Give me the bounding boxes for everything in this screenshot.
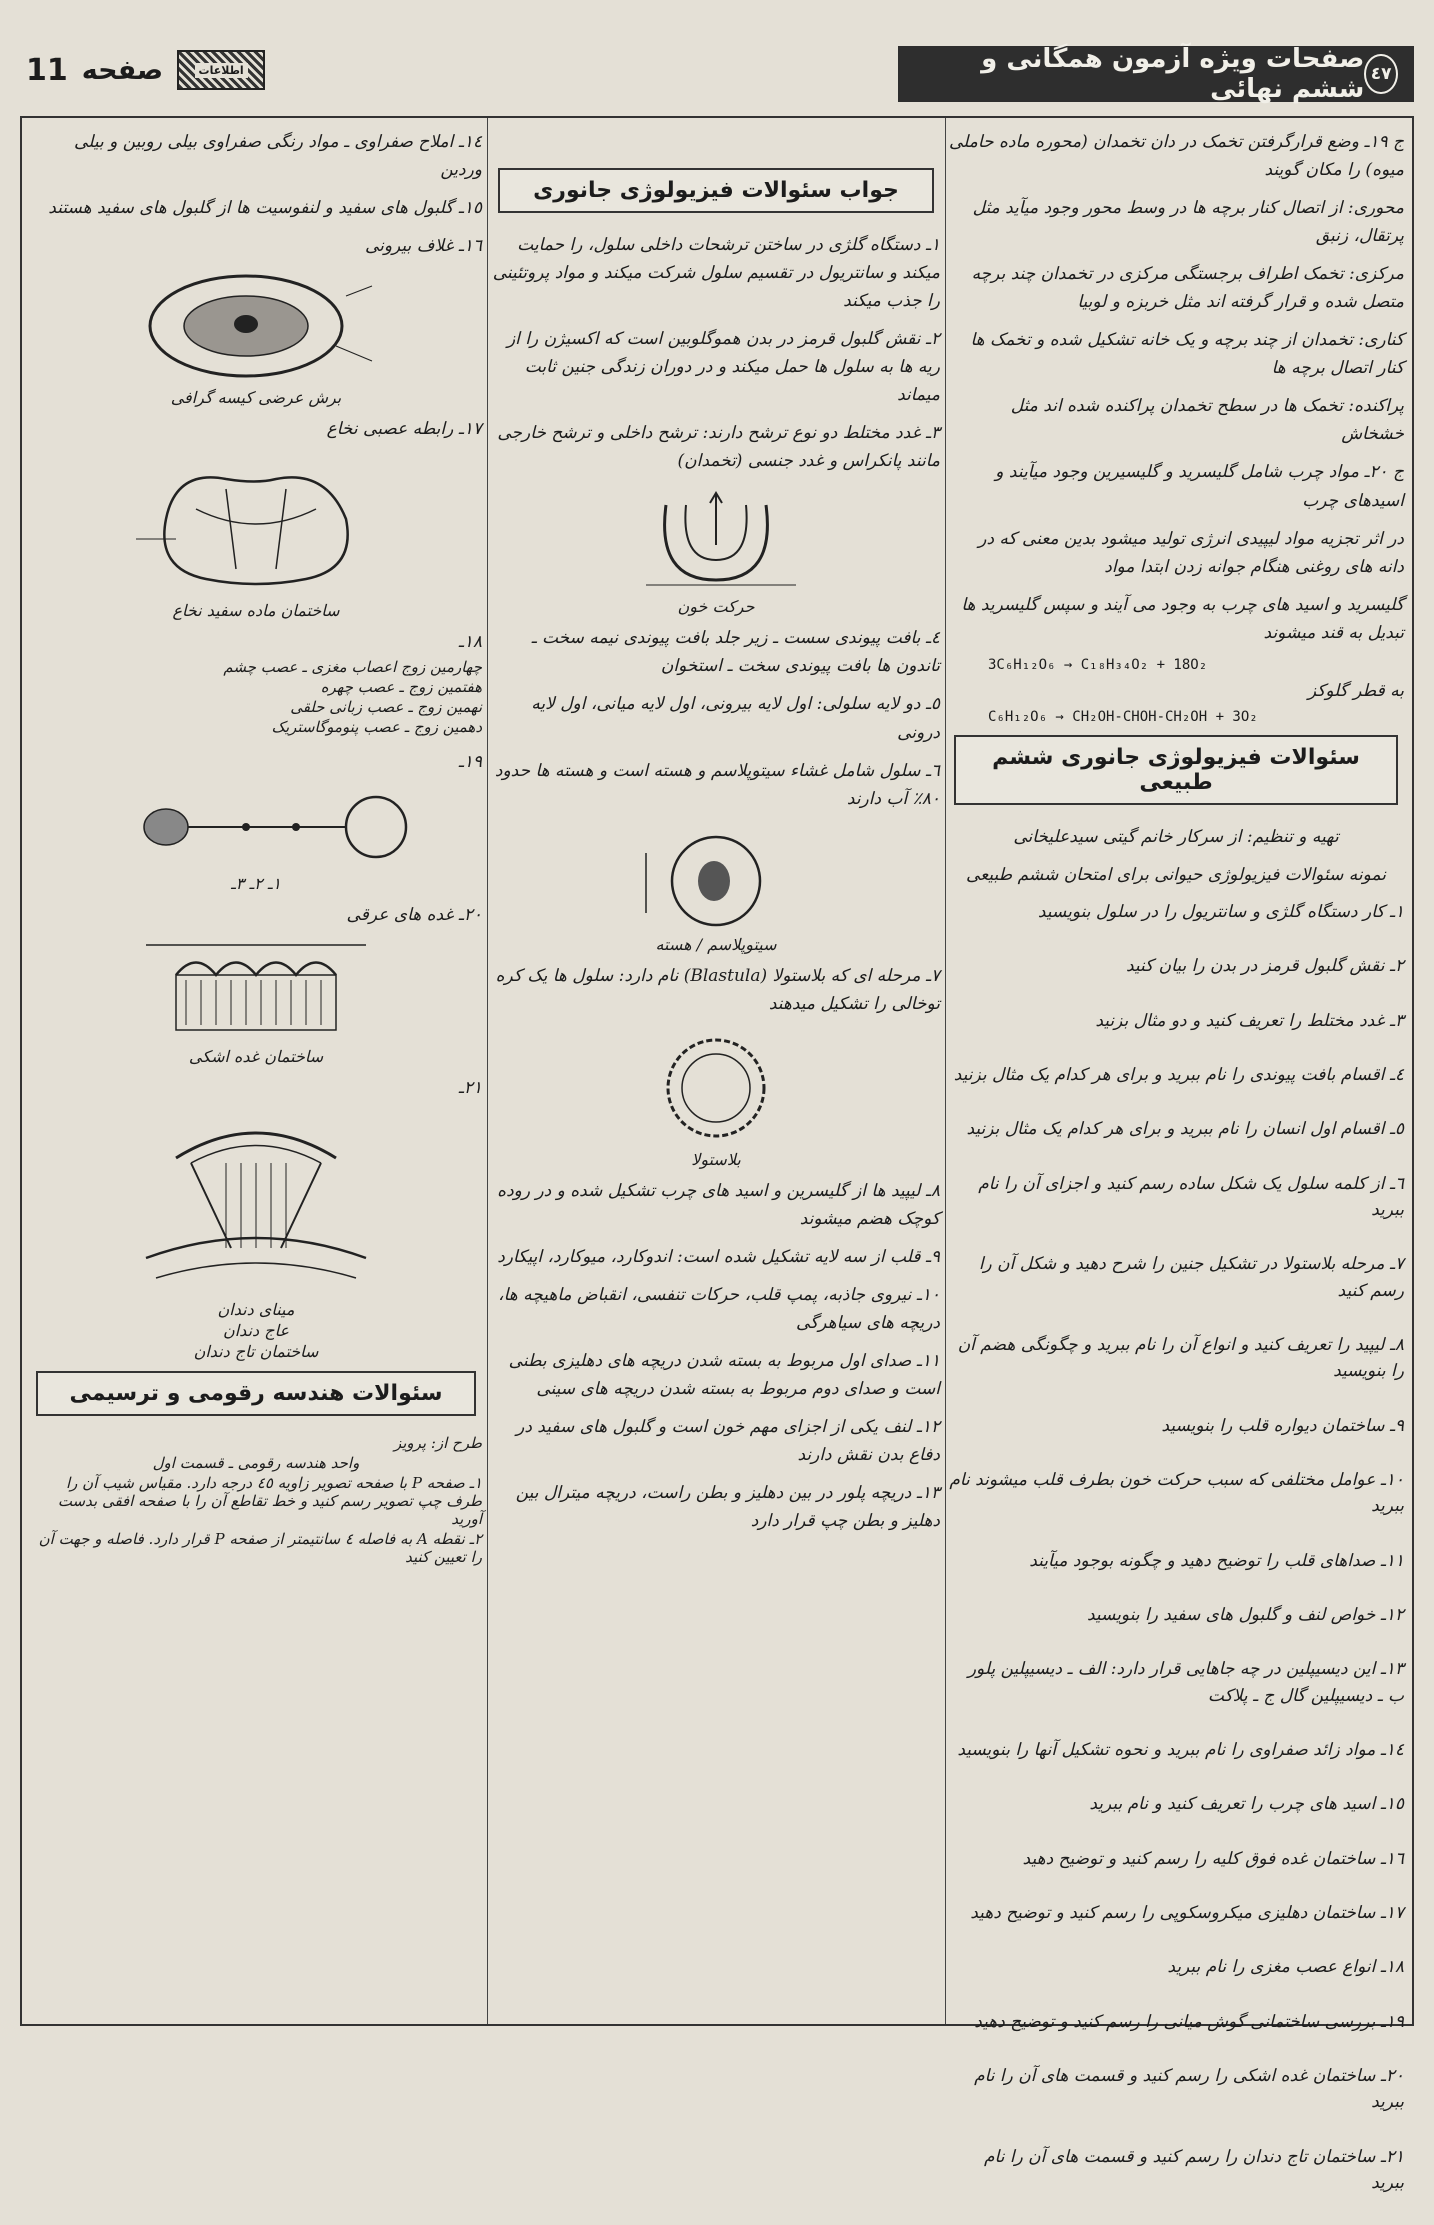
geometry-question-1: ١ـ صفحه P با صفحه تصویر زاویه ٤٥ درجه دارد. مقیاس شیب آن را طرف چپ تصویر رسم کنید و خط تقاطع آن را با صفحه افقی بدست آورید [57,1474,482,1529]
gland-drawing [126,935,386,1045]
neuron-drawing [96,782,416,872]
answer-item: ١٠ـ نیروی جاذبه، پمپ قلب، حرکات تنفسی، انقباض ماهیچه ها، دریچه های سیاهرگی [498,1284,940,1333]
question-item: ١ـ کار دستگاه گلژی و سانتریول را در سلول بنویسید [1037,901,1404,922]
geometry-question-2: ٢ـ نقطه A به فاصله ٤ سانتیمتر از صفحه P قرار دارد. فاصله و جهت آن را تعیین کنید [38,1530,482,1567]
placentation-scattered: پراکنده: تخمک ها در سطح تخمدان پراکنده شده اند مثل خشخاش [1010,396,1404,445]
question-item: ١٨ـ انواع عصب مغزی را نام ببرید [1167,1957,1404,1978]
cranial-nerve-line: دهمین زوج ـ عصب پنوموگاستریک [271,718,482,737]
answer-item: ٥ـ دو لایه سلولی: اول لایه بیرونی، اول لایه میانی، اول لایه درونی [531,694,940,743]
item-20: ٢٠ـ غده های عرقی [346,905,482,926]
chemical-formula-1: 3C₆H₁₂O₆ → C₁₈H₃₄O₂ + 18O₂ [988,656,1208,673]
tooth-label-dentin: عاج دندان [222,1321,289,1341]
question-item: ١٧ـ ساختمان دهلیزی میکروسکوپی را رسم کنید و توضیح دهید [970,1903,1404,1924]
answer-item: ١٣ـ دریچه پلور در بین دهلیز و بطن راست، دریچه میترال بین دهلیز و بطن چپ قرار دارد [515,1483,940,1532]
question-item: ٥ـ اقسام اول انسان را نام ببرید و برای هر کدام یک مثال بزنید [966,1119,1404,1140]
answer-item: ٩ـ قلب از سه لایه تشکیل شده است: اندوکارد، میوکارد، اپیکارد [497,1246,940,1267]
question-item: ١٣ـ این دیسیپلین در چه جاهایی قرار دارد: الف ـ دیسیپلین پلور ب ـ دیسیپلین گال ج ـ پلاکت [967,1659,1404,1706]
answer-item: ١١ـ صدای اول مربوط به بسته شدن دریچه های دهلیزی بطنی است و صدای دوم مربوط به بسته شدن دریچه های سینی [508,1350,940,1400]
column-left [30,128,482,1568]
preface-subtitle: نمونه سئوالات فیزیولوژی حیوانی برای امتحان ششم طبیعی [966,864,1386,885]
blastula-caption: بلاستولا [691,1149,741,1169]
figure-spinal-cord [30,449,482,620]
follicle-drawing [136,266,376,386]
cell-caption: سیتوپلاسم / هسته [655,934,777,954]
tooth-caption: ساختمان تاج دندان [193,1342,319,1362]
figure-blood-vessel [492,485,940,616]
question-item: ١٩ـ بررسی ساختمانی گوش میانی را رسم کنید و توضیح دهید [974,2011,1404,2032]
cranial-nerve-line: چهارمین زوج اعصاب مغزی ـ عصب چشم [223,658,482,677]
figure-neuron [30,782,482,893]
section-title-answers: جواب سئوالات فیزیولوژی جانوری [498,168,934,213]
spinal-cord-drawing [126,449,386,599]
preface-author: تهیه و تنظیم: از سرکار خانم گیتی سیدعلیخانی [1013,826,1339,847]
diagram-item: ١٤ـ املاح صفراوی ـ مواد رنگی صفراوی بیلی روبین و بیلی وردین [74,132,482,181]
tooth-label-enamel: مینای دندان [217,1300,295,1320]
item-17: ١٧ـ رابطه عصبی نخاع [326,419,482,440]
vessel-drawing [626,485,806,595]
newspaper-page [20,36,1414,2194]
answer-item: ٨ـ لیپید ها از گلیسرین و اسید های چرب تشکیل شده و در روده کوچک هضم میشوند [497,1180,940,1229]
figure-follicle [30,266,482,407]
question-item: ١٢ـ خواص لنف و گلبول های سفید را بنویسید [1086,1605,1404,1626]
question-item: ١٠ـ عوامل مختلفی که سبب حرکت خون بطرف قلب میشوند نام ببرید [949,1470,1404,1517]
answer-item: ٧ـ مرحله ای که بلاستولا (Blastula) نام دارد: سلول ها یک کره توخالی را تشکیل میدهند [495,965,940,1014]
cranial-nerve-line: نهمین زوج ـ عصب زبانی حلقی [290,698,482,717]
newspaper-logo [177,50,265,90]
figure-blastula [492,1028,940,1169]
column-middle [492,128,940,1545]
item-19: ١٩ـ [458,752,482,773]
cell-label-nucleus: هسته [655,934,692,954]
diagram-item: ١٦ـ غلاف بیرونی [364,236,482,257]
neuron-labels: ١ـ ٢ـ ٣ـ [230,874,282,894]
question-item: ٩ـ ساختمان دیواره قلب را بنویسید [1161,1415,1404,1436]
question-list [948,899,1404,2197]
tooth-drawing [116,1108,396,1298]
question-item: ٢٠ـ ساختمان غده اشکی را رسم کنید و قسمت های آن را نام ببرید [974,2066,1404,2113]
cell-drawing [626,823,806,933]
question-item: ٤ـ اقسام بافت پیوندی را نام ببرید و برای هر کدام یک مثال بزنید [953,1064,1404,1085]
blastula-drawing [641,1028,791,1148]
section-title-geometry: سئوالات هندسه رقومی و ترسیمی [36,1371,476,1416]
column-right [948,128,1404,2225]
question-item: ١١ـ صداهای قلب را توضیح دهید و چگونه بوجود میآیند [1029,1550,1404,1571]
answer-item: ١٢ـ لنف یکی از اجزای مهم خون است و گلبول های سفید در دفاع بدن نقش دارند [516,1417,940,1466]
placentation-parietal: کناری: تخمدان از چند برچه و یک خانه تشکیل شده و تخمک ها کنار اتصال برچه ها [970,330,1404,379]
page-label-number: 11 [26,52,68,88]
item-18-title: ١٨ـ [458,632,482,653]
placentation-central: مرکزی: تخمک اطراف برجستگی مرکزی در تخمدان چند برچه متصل شده و قرار گرفته اند مثل خربزه و لوبیا [971,264,1404,313]
cell-label-cytoplasm: سیتوپلاسم [707,934,777,954]
question-item: ١٤ـ مواد زائد صفراوی را نام ببرید و نحوه تشکیل آنها را بنویسید [957,1740,1404,1761]
page-title: صفحات ویژه آزمون همگانی و ششم نهائی [981,44,1365,104]
answer-20: ج ٢٠ـ مواد چرب شامل گلیسرید و گلیسیرین وجود میآیند و اسیدهای چرب [995,462,1404,511]
answer-item: ٣ـ غدد مختلط دو نوع ترشح دارند: ترشح داخلی و ترشح خارجی مانند پانکراس و غدد جنسی (تخمدان) [497,423,940,472]
answer-19: ج ١٩ـ وضع قرارگرفتن تخمک در دان تخمدان (محوره ماده حاملی میوه) را مکان گویند [948,132,1404,181]
diagram-item: ١٥ـ گلبول های سفید و لنفوسیت ها از گلبول های سفید هستند [48,198,482,219]
question-item: ٨ـ لیپید را تعریف کنید و انواع آن را نام ببرید و چگونگی هضم آن را بنویسید [957,1334,1404,1382]
geometry-author: طرح از: پرویز [393,1434,482,1453]
item-21: ٢١ـ [458,1078,482,1099]
answer-item: ٢ـ نقش گلبول قرمز در بدن هموگلوبین است که اکسیژن را از ریه ها به سلول ها حمل میکند و در دوران زندگی جنین ثابت میماند [506,329,940,406]
figure-gland [30,935,482,1066]
cranial-nerve-line: هفتمین زوج ـ عصب چهره [320,678,482,697]
page-label: صفحه [81,54,164,86]
section-title-questions: سئوالات فیزیولوژی جانوری ششم طبیعی [954,735,1398,805]
follicle-caption: برش عرضی کیسه گرافی [170,388,342,408]
question-item: ٢ـ نقش گلبول قرمز در بدن را بیان کنید [1126,956,1404,977]
question-item: ١٥ـ اسید های چرب را تعریف کنید و نام ببرید [1089,1794,1404,1815]
answer-20-continued: در اثر تجزیه مواد لیپیدی انرژی تولید میشود بدین معنی که در دانه های روغنی هنگام جوانه زدن ابتدا مواد [978,528,1404,577]
chemical-formula-2: C₆H₁₂O₆ → CH₂OH-CHOH-CH₂OH + 3O₂ [988,708,1258,725]
logo-text: اطلاعات [195,63,248,78]
page-label-group [26,50,265,90]
answer-item: ٦ـ سلول شامل غشاء سیتوپلاسم و هسته است و هسته ها حدود ٨٠٪ آب دارند [494,760,940,809]
answer-item: ١ـ دستگاه گلژی در ساختن ترشحات داخلی سلول، را حمایت میکند و سانتریول در تقسیم سلول شرکت میکند و مواد پروتئینی را جذب میکند [492,235,940,312]
figure-cell [492,823,940,954]
page-header-banner [898,46,1414,102]
question-item: ٧ـ مرحله بلاستولا در تشکیل جنین را شرح دهید و شکل آن را رسم کنید [978,1254,1404,1301]
answer-20-end: به قطر گلوکز [1307,680,1404,701]
answer-20-continued-2: گلیسرید و اسید های چرب به وجود می آیند و سپس گلیسرید ها تبدیل به قند میشوند [961,594,1404,643]
vessel-caption: حرکت خون [677,597,755,617]
geometry-subtitle: واحد هندسه رقومی ـ قسمت اول [152,1454,360,1473]
question-item: ٢١ـ ساختمان تاج دندان را رسم کنید و قسمت های آن را نام ببرید [984,2146,1404,2194]
figure-tooth [30,1108,482,1361]
spinal-cord-caption: ساختمان ماده سفید نخاع [172,601,340,621]
column-divider-left [487,118,488,2024]
question-item: ٦ـ از کلمه سلول یک شکل ساده رسم کنید و اجزای آن را نام ببرید [978,1173,1404,1220]
question-item: ١٦ـ ساختمان غده فوق کلیه را رسم کنید و توضیح دهید [1022,1848,1404,1869]
placentation-axile: محوری: از اتصال کنار برچه ها در وسط محور وجود میآید مثل پرتقال، زنبق [972,198,1404,247]
question-item: ٣ـ غدد مختلط را تعریف کنید و دو مثال بزنید [1095,1010,1404,1031]
page-number-circle: ٤٧ [1364,54,1398,94]
answer-item: ٤ـ بافت پیوندی سست ـ زیر جلد بافت پیوندی نیمه سخت ـ تاندون ها بافت پیوندی سخت ـ استخوان [531,628,940,677]
gland-caption: ساختمان غده اشکی [188,1047,324,1067]
column-divider-right [945,118,946,2024]
